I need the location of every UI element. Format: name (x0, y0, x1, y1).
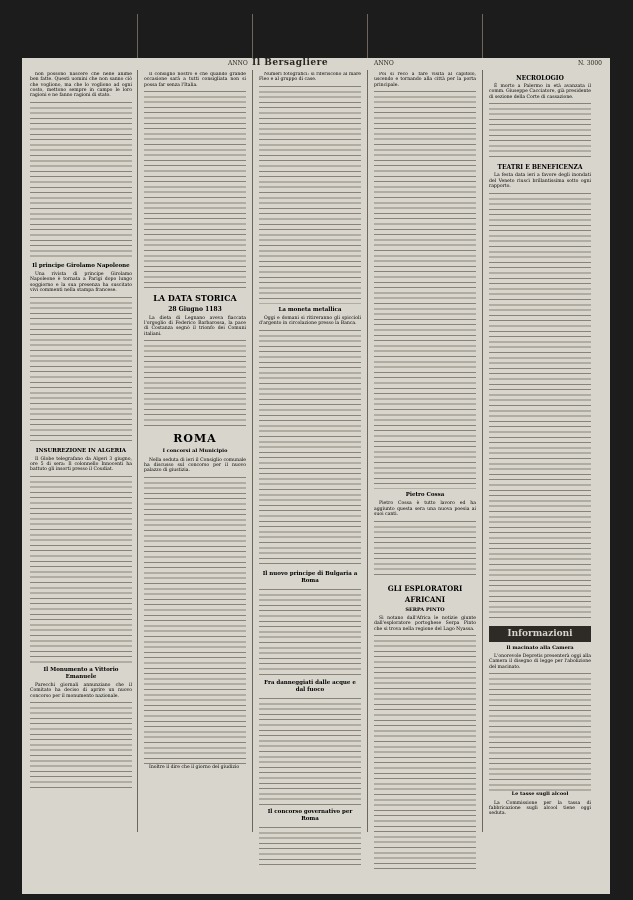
column-rule (252, 14, 253, 832)
paragraph: Pietro Cossa è tutto lavoro ed ha aggiunto questa sera una nuova poesia ai suoi canti. (374, 501, 476, 517)
paragraph: L'onorevole Depretis presenterà oggi alla Camera il disegno di legge per l'abolizione del macinato. (489, 654, 591, 670)
text-block (489, 101, 591, 161)
header-anno-right: ANNO (374, 60, 394, 67)
historic-date: 28 Giugno 1183 (168, 306, 222, 314)
paragraph: Parecchi giornali annunziano che il Comitato ha deciso di aprire un nuovo concorso per il monumento nazionale. (30, 683, 132, 699)
text-block (30, 700, 132, 790)
column-1 (30, 72, 132, 892)
heading-algeria: INSURREZIONE IN ALGERIA (35, 447, 127, 454)
paragraph: Inoltre il dire che il giorno del giudizio (149, 765, 240, 771)
heading-roma: ROMA (173, 432, 217, 446)
subheading-macinato: Il macinato alla Camera (506, 644, 574, 651)
paragraph: La dieta di Legnano aveva fiaccata l'orgoglio di Federico Barbarossa, la pace di Costanza segnò il trionfo dei Comuni italiani. (144, 315, 246, 337)
subheading-tasse-alcool: Le tasse sugli alcool (511, 791, 569, 798)
column-rule (482, 14, 483, 832)
paragraph: La Commissione per la tassa di fabbricazione sugli alcool tiene oggi seduta. (489, 800, 591, 817)
heading-moneta: La moneta metallica (278, 307, 342, 314)
paragraph: Il Globe telegrafano da Algeri 3 giugno, ore 5 di sera: Il colonnello Innocenti ha battuto gli insorti presso il Coudiat. (30, 456, 132, 473)
paragraph: La festa data ieri a favore degli inondati del Veneto riuscì brillantissima sotto ogni rapporto. (489, 173, 591, 189)
text-block (374, 519, 476, 579)
heading-bulgaria: Il nuovo principe di Bulgaria a Roma (262, 571, 358, 585)
page-header (22, 58, 610, 70)
paragraph: Il consiglio nostro è che quando grande occasione sarà a tutti consigliata non si possa far senza l'Italia. (144, 72, 246, 88)
text-block (374, 89, 476, 489)
text-block (489, 191, 591, 621)
column-rule (137, 14, 138, 832)
paragraph: Una rivista di principe Girolamo Napoleone è tornata a Parigi dopo lungo soggiorno e la sua presenza ha suscitato vivi commenti nella stampa francese. (30, 271, 132, 293)
text-block (30, 474, 132, 664)
heading-concorso: Il concorso governativo per Roma (267, 809, 353, 823)
paragraph: Numeri fotografici: si riferiscono al mare Fleo e al gruppo di case. (259, 72, 361, 83)
text-block (489, 671, 591, 791)
column-2 (144, 72, 246, 892)
text-block (144, 89, 246, 289)
heading-data-storica: LA DATA STORICA (153, 293, 237, 304)
column-rule (367, 14, 368, 832)
text-block (30, 295, 132, 445)
text-block (259, 84, 361, 304)
heading-danneggiati: Fra danneggiati dalle acque e dal fuoco (264, 680, 356, 694)
column-3 (259, 72, 361, 892)
heading-informazioni: Informazioni (489, 626, 591, 642)
lead-paragraph: non possono nascere che nelle anime ben fatte. Questi uomini che non sanno ciò che vogliono, ma che lo vogliono ad ogni costo, mettono sempre in campo le loro ragioni e ne fanno ragioni di stato. (30, 72, 132, 99)
heading-cossa: Pietro Cossa (405, 492, 445, 499)
text-block (259, 328, 361, 568)
text-block (144, 338, 246, 428)
paragraph: È morto a Palermo in età avanzata il comm. Giuseppe Cacciatore, già presidente di sezione della Corte di cassazione. (489, 84, 591, 100)
heading-necrologio: NECROLOGIO (516, 75, 564, 82)
heading-esploratori: GLI ESPLORATORI AFRICANI (387, 583, 463, 604)
paragraph: Nella seduta di ieri il Consiglio comunale ha discusso sul concorso per il nuovo palazzo di giustizia. (144, 457, 246, 474)
column-4 (374, 72, 476, 892)
text-block (259, 825, 361, 865)
heading-principe: Il principe Girolamo Napoleone (32, 262, 130, 269)
text-block (144, 475, 246, 765)
heading-teatri: TEATRI E BENEFICENZA (497, 164, 583, 172)
header-anno-left: ANNO (228, 60, 248, 67)
paragraph: Poi si recò a fare visita al capitolo, uscendo e tornando alla città per la porta principale. (374, 72, 476, 88)
masthead-title: Il Bersagliere (252, 58, 329, 68)
paragraph: Oggi e domani si ritireranno gli spiccioli d'argento in circolazione presso la Banca. (259, 316, 361, 327)
text-block (259, 696, 361, 806)
subheading-concorsi: I concorsi al Municipio (162, 448, 228, 455)
text-block (259, 587, 361, 677)
heading-monumento: Il Monumento a Vittorio Emanuele (43, 667, 119, 681)
paragraph: Si notano dall'Africa le notizie giunte dall'esploratore portoghese Serpa Pinto che si trova nella regione del Lago Nyassa. (374, 616, 476, 632)
column-5 (489, 72, 591, 892)
issue-number: N. 3000 (578, 60, 602, 67)
text-block (30, 100, 132, 260)
text-block (374, 633, 476, 873)
subheading-serpa-pinto: SERPA PINTO (405, 606, 445, 613)
